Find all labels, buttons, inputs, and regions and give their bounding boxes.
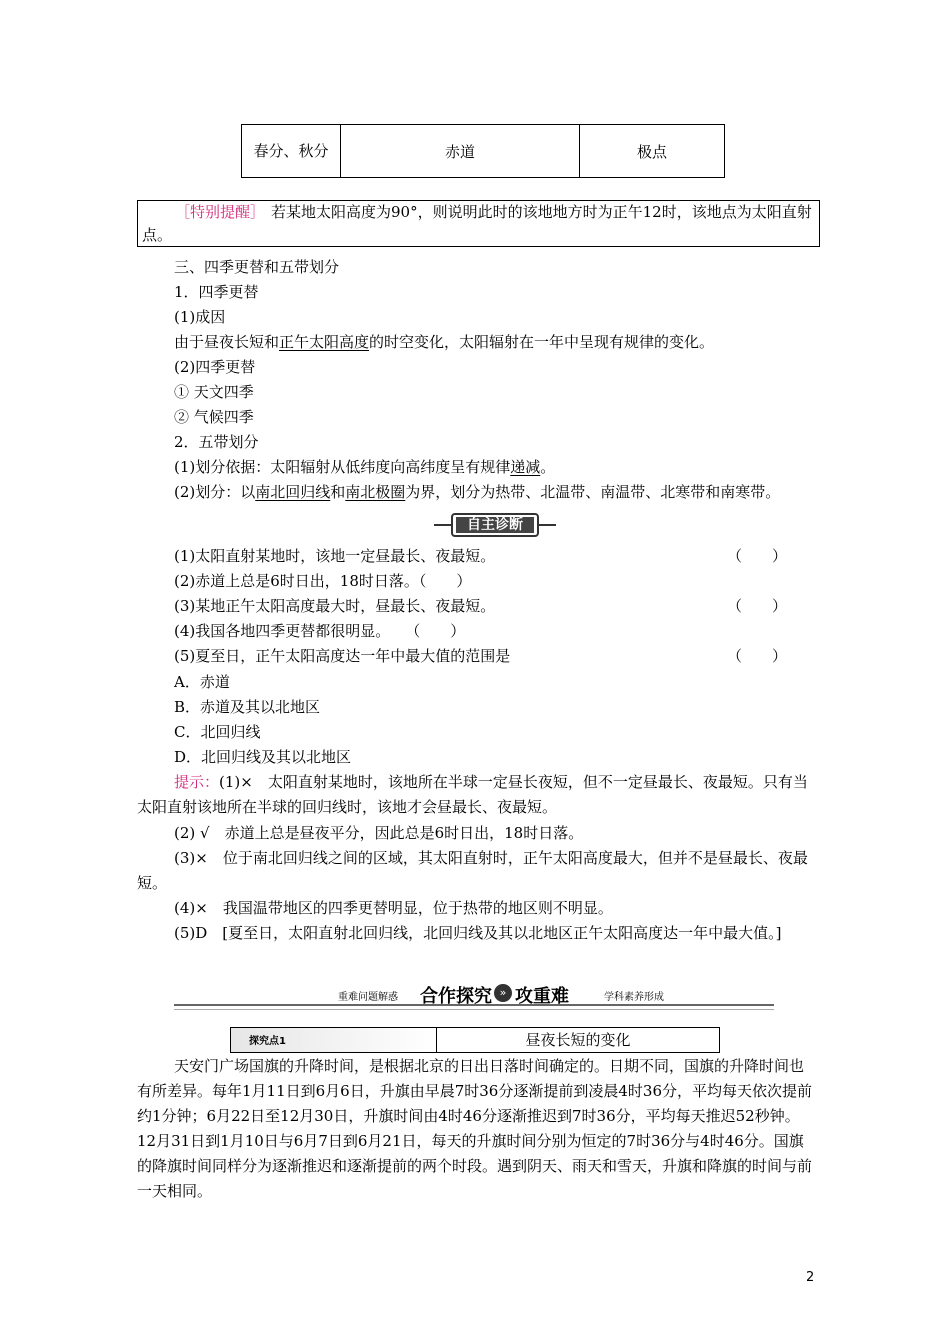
quiz-q4: (4)我国各地四季更替都很明显。 （ ）	[174, 622, 466, 640]
zone-division-a: (2)划分：以	[174, 483, 256, 501]
quiz-q3: (3)某地正午太阳高度最大时，昼最长、夜最短。	[174, 597, 496, 615]
answer-1	[137, 770, 817, 820]
self-diagnosis-badge	[434, 512, 556, 538]
zone-basis-b: 。	[540, 458, 556, 476]
answer-label: 提示：	[174, 773, 220, 791]
special-reminder-text: 若某地太阳高度为90°，则说明此时的该地地方时为正午12时，该地点为太阳直射点。	[142, 203, 812, 244]
subsection-cause: (1)成因	[174, 308, 226, 326]
table-cell-season: 春分、秋分	[242, 125, 341, 178]
table-cell-direct-point: 赤道	[341, 125, 580, 178]
explore-point-header	[230, 1027, 720, 1053]
climate-seasons: ② 气候四季	[174, 408, 254, 426]
subsection-season-change: (2)四季更替	[174, 358, 256, 376]
zone-division-b: 为界，划分为热带、北温带、南温带、北寒带和南寒带。	[405, 483, 781, 501]
table-cell-pole: 极点	[580, 125, 725, 178]
zone-basis-underlined: 递减	[510, 458, 541, 476]
zone-division	[174, 480, 780, 504]
zone-division-polar-circles: 南北极圈	[345, 483, 406, 501]
banner-right-caption: 学科素养形成	[604, 992, 664, 1003]
zone-division-and: 和	[330, 483, 346, 501]
quiz-q5: (5)夏至日，正午太阳高度达一年中最大值的范围是	[174, 647, 511, 665]
quiz-q2: (2)赤道上总是6时日出，18时日落。（ ）	[174, 572, 472, 590]
subsection-seasons: 1．四季更替	[174, 283, 259, 301]
quiz-option-d: D．北回归线及其以北地区	[174, 748, 352, 766]
quiz-option-c: C．北回归线	[174, 723, 261, 741]
special-reminder-box	[137, 200, 820, 247]
explore-point-tag: 探究点1	[249, 1036, 286, 1047]
quiz-q1-blank: （ ）	[727, 547, 788, 565]
cause-text-b: 的时空变化，太阳辐射在一年中呈现有规律的变化。	[369, 333, 715, 351]
cooperative-explore-banner	[174, 984, 774, 1008]
cause-text-underlined: 正午太阳高度	[279, 333, 370, 351]
banner-arrow-icon: »	[494, 984, 512, 1002]
answer-1-text: (1)× 太阳直射某地时，该地所在半球一定昼长夜短，但不一定昼最长、夜最短。只有当太阳直射该地所在半球的回归线时，该地才会昼最长、夜最短。	[137, 773, 808, 816]
quiz-option-b: B．赤道及其以北地区	[174, 698, 321, 716]
banner-left-caption: 重难问题解惑	[338, 992, 398, 1003]
subsection-five-zones: 2．五带划分	[174, 433, 259, 451]
section-title: 三、四季更替和五带划分	[174, 258, 340, 276]
quiz-q5-blank: （ ）	[727, 647, 788, 665]
explore-point-title: 昼夜长短的变化	[525, 1031, 631, 1049]
special-reminder-tag: ［特别提醒］	[175, 203, 266, 221]
cause-text-a: 由于昼夜长短和	[174, 333, 280, 351]
answer-4: (4)× 我国温带地区的四季更替明显，位于热带的地区则不明显。	[174, 899, 613, 917]
answer-5: (5)D [夏至日，太阳直射北回归线，北回归线及其以北地区正午太阳高度达一年中最大值。]	[174, 924, 782, 942]
page-number: 2	[806, 1270, 815, 1285]
season-table	[241, 124, 725, 178]
banner-rule-thin	[174, 1009, 774, 1010]
astronomical-seasons: ① 天文四季	[174, 383, 254, 401]
answer-3: (3)× 位于南北回归线之间的区域，其太阳直射时，正午太阳高度最大，但并不是昼最长、夜最短。	[137, 849, 808, 892]
zone-basis-a: (1)划分依据：太阳辐射从低纬度向高纬度呈有规律	[174, 458, 511, 476]
quiz-q1: (1)太阳直射某地时，该地一定昼最长、夜最短。	[174, 547, 496, 565]
quiz-option-a: A．赤道	[174, 673, 230, 691]
banner-main-b: 攻重难	[515, 986, 569, 1007]
zone-basis	[174, 455, 555, 479]
quiz-q3-blank: （ ）	[727, 597, 788, 615]
banner-main-a: 合作探究	[420, 986, 492, 1007]
flag-raising-passage: 天安门广场国旗的升降时间，是根据北京的日出日落时间确定的。日期不同，国旗的升降时间也有所差异。每年1月11日到6月6日，升旗由早晨7时36分逐渐提前到凌晨4时36分，平均每天依次提前约1分钟；6月22日至12月30日，升旗时间由4时46分逐渐推迟到7时36分，平均每天推迟52秒钟。12月31日到1月10日与6月7日到6月21日，每天的升旗时间分别为恒定的7时36分与4时46分。国旗的降旗时间同样分为逐渐推迟和逐渐提前的两个时段。遇到阴天、雨天和雪天，升旗和降旗的时间与前一天相同。	[137, 1057, 813, 1200]
badge-label: 自主诊断	[467, 517, 523, 533]
cause-text	[174, 330, 714, 354]
answer-2: (2) √ 赤道上总是昼夜平分，因此总是6时日出，18时日落。	[174, 824, 584, 842]
zone-division-tropics: 南北回归线	[255, 483, 331, 501]
